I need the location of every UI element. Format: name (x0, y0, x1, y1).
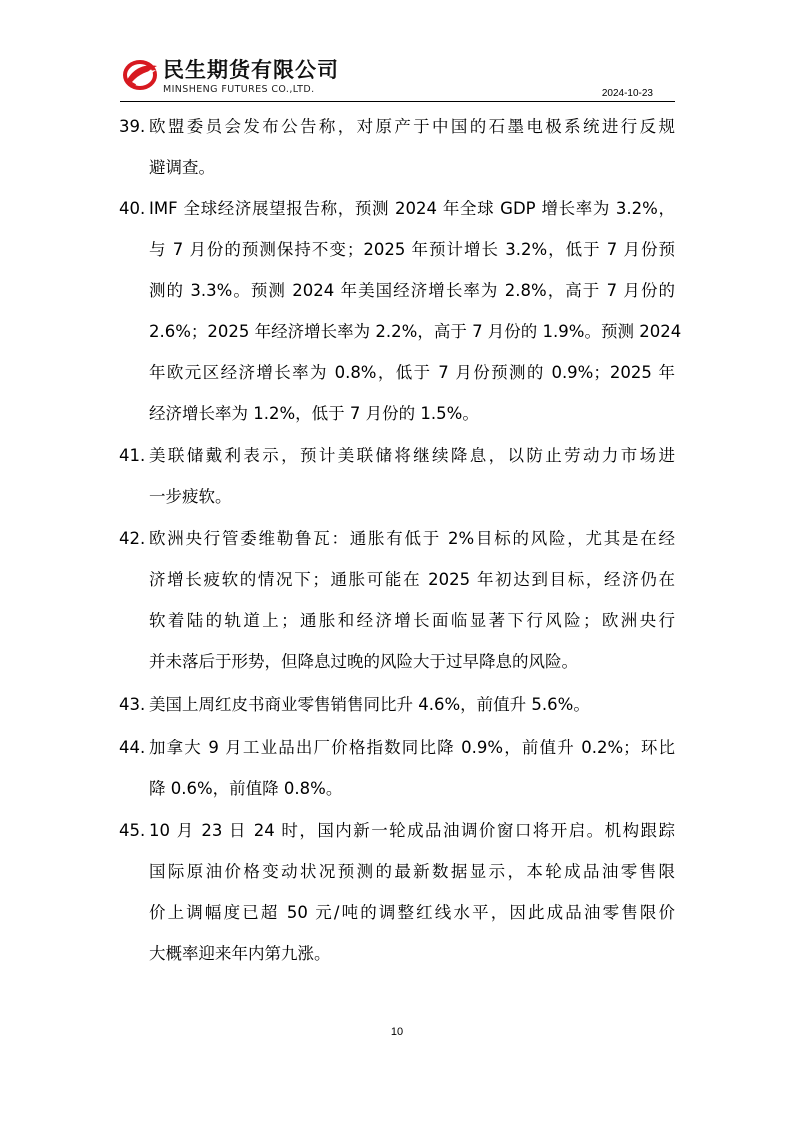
item-line: IMF 全球经济展望报告称，预测 2024 年全球 GDP 增长率为 3.2%， (149, 199, 675, 218)
news-item-39 (119, 106, 675, 188)
item-line: 10 月 23 日 24 时，国内新一轮成品油调价窗口将开启。机构跟踪 (149, 821, 675, 840)
item-line: 价上调幅度已超 50 元/吨的调整红线水平，因此成品油零售限价 (149, 903, 675, 922)
item-number: 44. (119, 738, 146, 757)
news-item-40 (119, 188, 682, 434)
item-line: 并未落后于形势，但降息过晚的风险大于过早降息的风险。 (149, 652, 578, 671)
item-line: 经济增长率为 1.2%，低于 7 月份的 1.5%。 (149, 404, 479, 423)
item-line: 降 0.6%，前值降 0.8%。 (149, 779, 343, 798)
item-line: 年欧元区经济增长率为 0.8%，低于 7 月份预测的 0.9%；2025 年 (149, 363, 675, 382)
item-number: 41. (119, 446, 146, 465)
company-name-cn: 民生期货有限公司 (163, 58, 339, 82)
header-divider (120, 101, 675, 102)
company-name-en: MINSHENG FUTURES CO.,LTD. (163, 84, 315, 95)
item-number: 45. (119, 821, 146, 840)
news-item-43 (119, 684, 675, 725)
news-item-42 (119, 518, 675, 682)
item-number: 39. (119, 117, 146, 136)
item-line: 一步疲软。 (149, 487, 232, 506)
item-line: 避调查。 (149, 158, 215, 177)
item-line: 2.6%；2025 年经济增长率为 2.2%，高于 7 月份的 1.9%。预测 2024 (149, 322, 682, 341)
news-item-44 (119, 727, 675, 809)
item-line: 美国上周红皮书商业零售销售同比升 4.6%，前值升 5.6%。 (149, 695, 590, 714)
item-line: 美联储戴利表示，预计美联储将继续降息，以防止劳动力市场进 (149, 446, 675, 465)
news-item-41 (119, 435, 675, 517)
item-line: 欧洲央行管委维勒鲁瓦：通胀有低于 2%目标的风险，尤其是在经 (149, 529, 675, 548)
page-number: 10 (390, 1026, 404, 1038)
item-number: 40. (119, 199, 146, 218)
item-line: 济增长疲软的情况下；通胀可能在 2025 年初达到目标，经济仍在 (149, 570, 675, 589)
item-number: 42. (119, 529, 146, 548)
news-item-45 (119, 810, 675, 974)
item-line: 国际原油价格变动状况预测的最新数据显示，本轮成品油零售限 (149, 862, 675, 881)
item-line: 与 7 月份的预测保持不变；2025 年预计增长 3.2%，低于 7 月份预 (149, 240, 675, 259)
report-date: 2024-10-23 (601, 88, 653, 99)
item-number: 43. (119, 695, 146, 714)
item-line: 欧盟委员会发布公告称，对原产于中国的石墨电极系统进行反规 (149, 117, 675, 136)
item-line: 软着陆的轨道上；通胀和经济增长面临显著下行风险；欧洲央行 (149, 611, 675, 630)
item-line: 大概率迎来年内第九涨。 (149, 944, 331, 963)
minsheng-logo-icon (123, 58, 159, 90)
item-line: 加拿大 9 月工业品出厂价格指数同比降 0.9%，前值升 0.2%；环比 (149, 738, 675, 757)
item-line: 测的 3.3%。预测 2024 年美国经济增长率为 2.8%，高于 7 月份的 (149, 281, 675, 300)
page-header (120, 54, 675, 102)
